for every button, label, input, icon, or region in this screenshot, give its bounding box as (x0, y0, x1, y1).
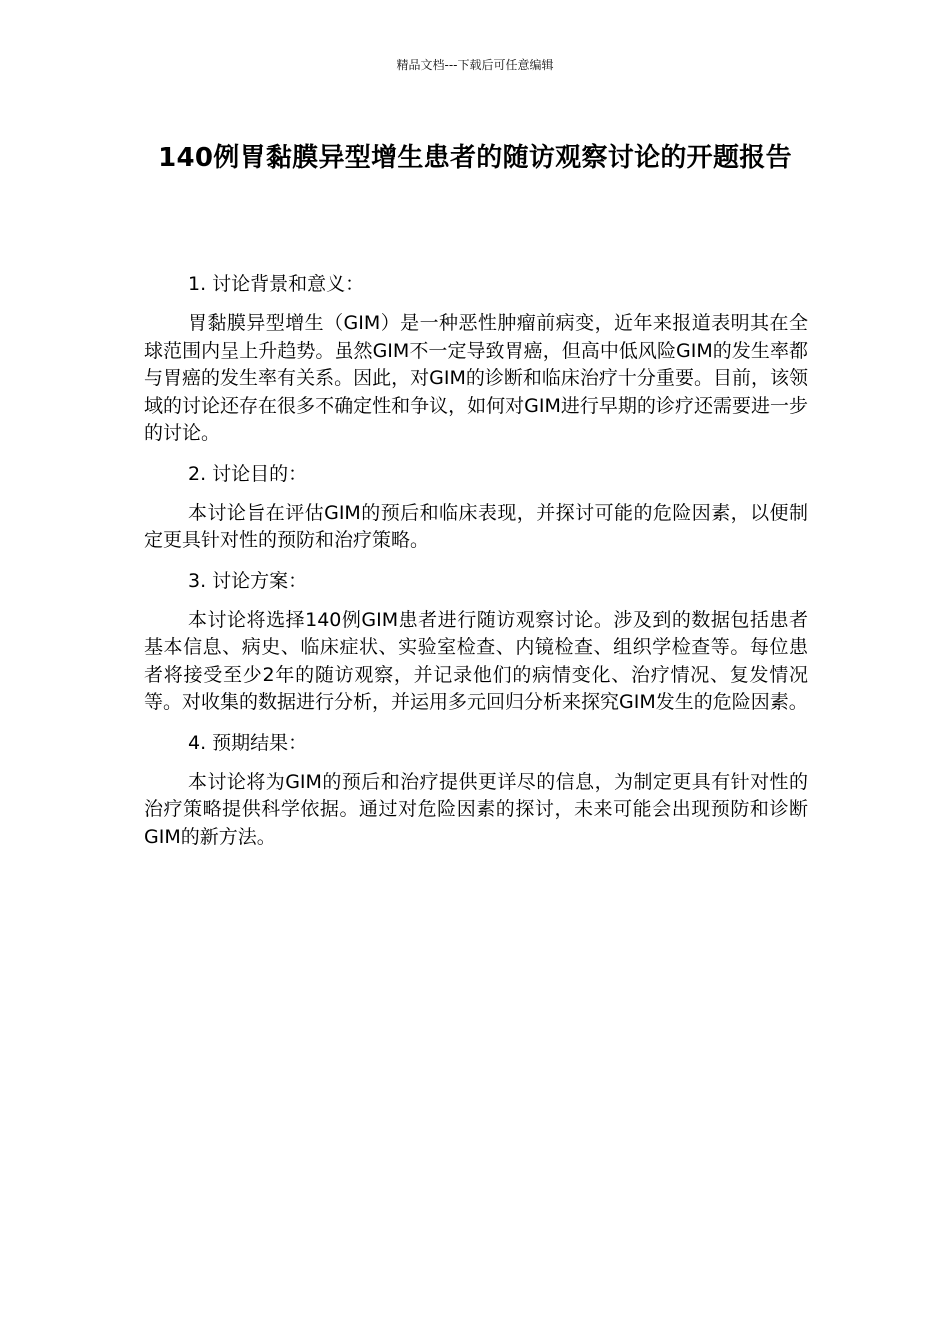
document-title: 140例胃黏膜异型增生患者的随访观察讨论的开题报告 (158, 143, 792, 173)
section-paragraph: 本讨论旨在评估GIM的预后和临床表现，并探讨可能的危险因素，以便制定更具针对性的预防和治疗策略。 (144, 501, 808, 551)
section-background (144, 270, 808, 448)
header-note: 精品文档---下载后可任意编辑 (396, 58, 554, 72)
section-heading: 3. 讨论方案： (188, 569, 308, 592)
section-paragraph: 胃黏膜异型增生（GIM）是一种恶性肿瘤前病变，近年来报道表明其在全球范围内呈上升趋势。虽然GIM不一定导致胃癌，但高中低风险GIM的发生率都与胃癌的发生率有关系。因此，对GIM的诊断和临床治疗十分重要。目前，该领域的讨论还存在很多不确定性和争议，如何对GIM进行早期的诊疗还需要进一步的讨论。 (144, 312, 808, 444)
section-heading: 4. 预期结果： (188, 731, 308, 754)
section-heading: 2. 讨论目的： (188, 462, 308, 485)
section-expected-results (144, 729, 808, 852)
section-plan (144, 567, 808, 717)
section-heading: 1. 讨论背景和意义： (188, 273, 365, 295)
section-paragraph: 本讨论将选择140例GIM患者进行随访观察讨论。涉及到的数据包括患者基本信息、病史、临床症状、实验室检查、内镜检查、组织学检查等。每位患者将接受至少2年的随访观察，并记录他们的病情变化、治疗情况、复发情况等。对收集的数据进行分析，并运用多元回归分析来探究GIM发生的危险因素。 (144, 608, 808, 713)
section-paragraph: 本讨论将为GIM的预后和治疗提供更详尽的信息，为制定更具有针对性的治疗策略提供科学依据。通过对危险因素的探讨，未来可能会出现预防和诊断GIM的新方法。 (144, 770, 808, 848)
document-body (144, 270, 808, 863)
section-purpose (144, 460, 808, 555)
